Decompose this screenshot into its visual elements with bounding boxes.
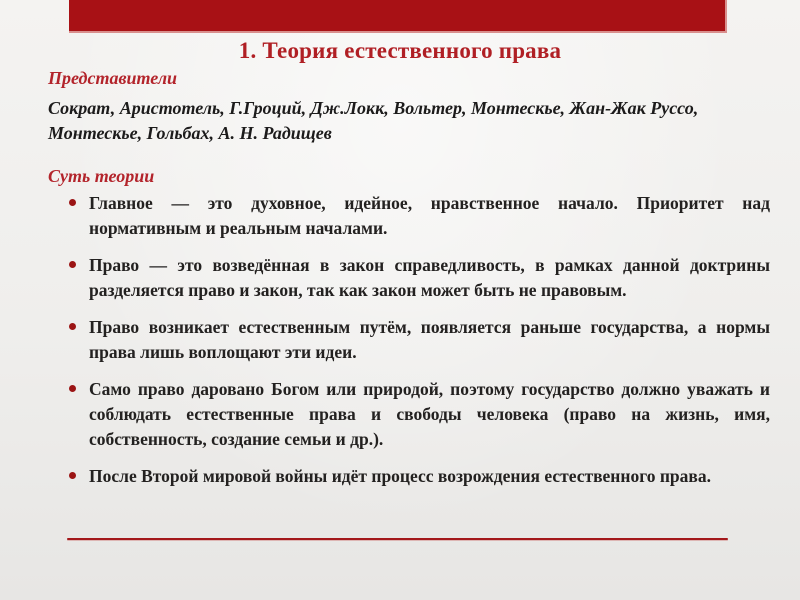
bullet-item bbox=[68, 315, 770, 365]
bottom-divider-line bbox=[67, 538, 728, 540]
bullet-marker-icon bbox=[69, 385, 76, 392]
essence-heading: Суть теории bbox=[48, 166, 155, 186]
bullet-marker-icon bbox=[69, 199, 76, 206]
essence-bullet-list bbox=[68, 191, 770, 501]
bullet-text: Право — это возведённая в закон справедливость, в рамках данной доктрины разделяется право и закон, так как закон может быть не правовым. bbox=[89, 255, 770, 301]
bullet-text: Право возникает естественным путём, появляется раньше государства, а нормы права лишь воплощают эти идеи. bbox=[89, 317, 770, 363]
bullet-marker-icon bbox=[69, 261, 76, 268]
representatives-text: Сократ, Аристотель, Г.Гроций, Дж.Локк, Вольтер, Монтескье, Жан-Жак Руссо, Монтескье, Гольбах, А. Н. Радищев bbox=[48, 98, 699, 143]
top-accent-bar bbox=[69, 0, 727, 33]
bullet-marker-icon bbox=[69, 323, 76, 330]
bullet-text: Само право даровано Богом или природой, поэтому государство должно уважать и соблюдать естественные права и свободы человека (право на жизнь, имя, собственность, создание семьи и др.). bbox=[89, 379, 770, 450]
slide-title: 1. Теория естественного права bbox=[238, 38, 562, 63]
representatives-heading: Представители bbox=[48, 68, 178, 88]
bullet-marker-icon bbox=[69, 472, 76, 479]
bullet-item bbox=[68, 253, 770, 303]
bullet-text: После Второй мировой войны идёт процесс возрождения естественного права. bbox=[89, 466, 711, 487]
bullet-item bbox=[68, 464, 770, 489]
bullet-item bbox=[68, 377, 770, 452]
bullet-text: Главное — это духовное, идейное, нравственное начало. Приоритет над нормативным и реальным началами. bbox=[89, 193, 770, 239]
bullet-item bbox=[68, 191, 770, 241]
